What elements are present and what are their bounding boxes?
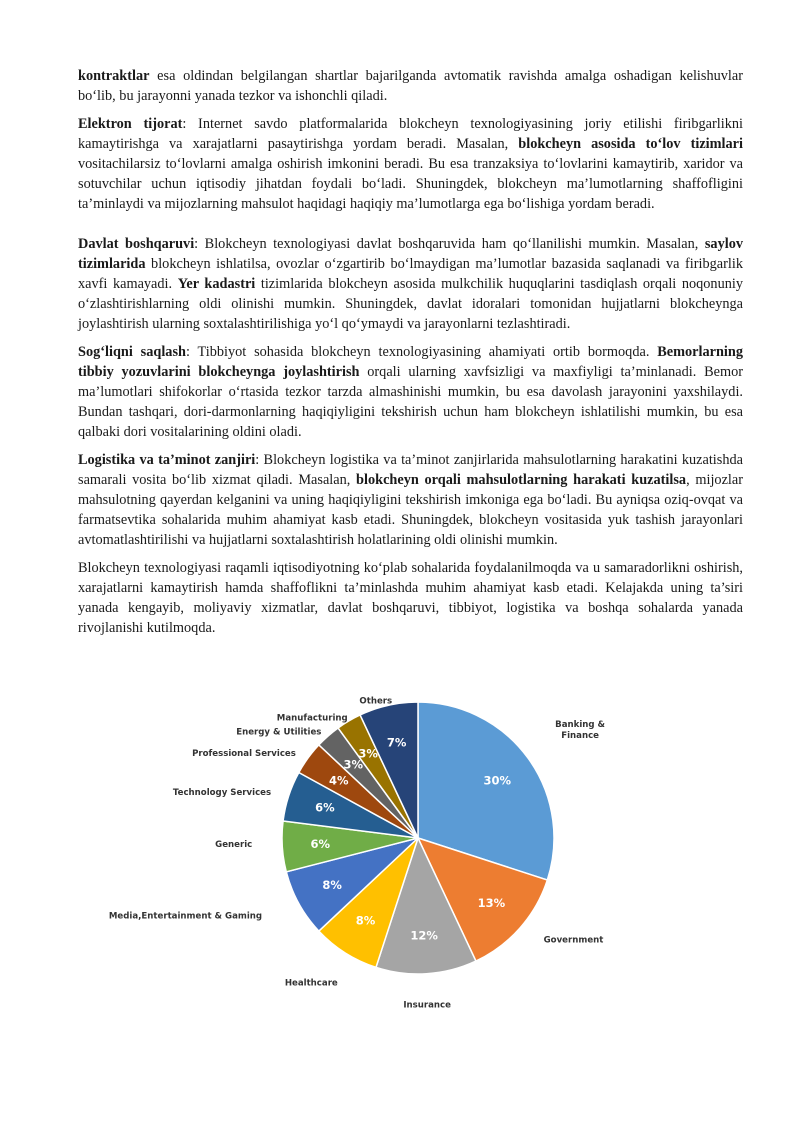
slice-percent-label: 8% (322, 878, 342, 893)
bold-text: blokcheyn asosida to‘lov tizimlari (518, 136, 744, 152)
text-run: tizimlarida blokcheyn asosida mulkchilik huquqlarini tasdiqlash orqali noqonuniy o‘zlashtirishlarning oldi olinishi mumkin. Shuningdek, davlat idoralari tomonidan hujjatlarni blokcheynga joylashtirish ularning soxtalashtirilishiga yo‘l qo‘ymaydi va jarayonlarni tezlashtiradi. (78, 276, 743, 332)
slice-category-label: Government (543, 935, 604, 946)
slice-category-label: Professional Services (192, 749, 296, 760)
bold-text: Bemorlarning tibbiy yozuvlarini blokcheynga joylashtirish (78, 344, 743, 380)
paragraph (78, 234, 743, 334)
text-run: : Tibbiyot sohasida blokcheyn texnologiyasining ahamiyati ortib bormoqda. (185, 344, 658, 360)
slice-category-label: Banking & Finance (555, 720, 606, 742)
slice-percent-label: 6% (315, 800, 335, 815)
text-run: blokcheyn ishlatilsa, ovozlar o‘zgartirib bo‘lmaydigan ma’lumotlar bazasida saqlanadi va firibgarlik xavfi kamayadi. (78, 256, 743, 292)
bold-text: Yer kadastri (177, 276, 256, 292)
paragraph (78, 450, 743, 550)
bold-text: Sog‘liqni saqlash (78, 344, 186, 360)
text-run: : Blokcheyn logistika va ta’minot zanjirlarida mahsulotlarning harakatini kuzatishda samarali vosita bo‘lib xizmat qiladi. Masalan, (78, 452, 743, 488)
text-run: : Blokcheyn texnologiyasi davlat boshqaruvida ham qo‘llanilishi mumkin. Masalan, (194, 236, 705, 252)
text-run: orqali ularning xavfsizligi va maxfiyligi ta’minlanadi. Bemor ma’lumotlari shifokorlar o‘rtasida tezkor tarzda almashinishi mumkin, bu esa davolash jarayonini yaxshilaydi. Bundan tashqari, dori-darmonlarning haqiqiyligini tekshirish uchun ham blokcheyn ishlatilishi mumkin, bu esa qalbaki dori vositalarining oldini oladi. (78, 364, 744, 440)
slice-category-label: Energy & Utilities (236, 727, 322, 738)
paragraph (78, 558, 743, 638)
slice-percent-label: 6% (310, 837, 331, 852)
paragraph (78, 114, 743, 214)
slice-category-label: Technology Services (172, 787, 272, 798)
text-run: , mijozlar mahsulotning qayerdan kelganini va uning haqiqiyligini tekshirish imkoniga ega bo‘ladi. Bu ayniqsa oziq-ovqat va farmatsevtika sohalarida muhim ahamiyat kasb etadi. Shuningdek, blokcheyn vositasida yuk tashish jarayonlari avtomatlashtirilishi va hujjatlarni soxtalashtirish holatlarining oldi olinishi mumkin. (78, 472, 744, 548)
slice-category-label: Manufacturing (276, 713, 348, 724)
slice-percent-label: 4% (329, 773, 349, 788)
text-run: esa oldindan belgilangan shartlar bajarilganda avtomatik ravishda amalga oshadigan kelishuvlar bo‘lib, bu jarayonni yanada tezkor va ishonchli qiladi. (78, 68, 743, 104)
text-run: : Internet savdo platformalarida blokcheyn texnologiyasining joriy etilishi firibgarlikni kamaytirishga va xarajatlarni pasaytirishga yordam beradi. Masalan, (78, 116, 743, 152)
body-text (78, 66, 743, 646)
paragraph (78, 66, 743, 106)
slice-percent-label: 13% (477, 895, 506, 910)
slice-percent-label: 12% (410, 928, 438, 943)
bold-text: Elektron tijorat (78, 116, 183, 132)
slice-percent-label: 7% (386, 735, 407, 750)
paragraph (78, 342, 743, 442)
slice-percent-label: 8% (355, 913, 376, 928)
text-run: vositachilarsiz to‘lovlarni amalga oshirish imkonini beradi. Bu esa tranzaksiya to‘lovlarini kamaytirib, xaridor va sotuvchilar uchun iqtisodiy jihatdan foydali bo‘ladi. Shuningdek, blokcheyn ma’lumotlarning shaffofligini ta’minlaydi va mijozlarning mahsulot haqidagi haqiqiy ma’lumotlarga ega bo‘lishiga yordam beradi. (78, 156, 743, 212)
slice-category-label: Others (359, 696, 393, 707)
bold-text: Logistika va ta’minot zanjiri (78, 452, 256, 468)
slice-category-label: Insurance (403, 1000, 451, 1011)
slice-category-label: Media,Entertainment & Gaming (108, 911, 263, 922)
pie-chart-svg (108, 690, 606, 1011)
pie-chart (108, 690, 606, 1011)
bold-text: blokcheyn orqali mahsulotlarning harakati kuzatilsa (356, 472, 687, 488)
slice-percent-label: 30% (483, 773, 511, 788)
slice-percent-label: 3% (343, 757, 364, 772)
slice-percent-label: 3% (358, 746, 378, 761)
bold-text: kontraktlar (78, 68, 150, 84)
text-run: Blokcheyn texnologiyasi raqamli iqtisodiyotning ko‘plab sohalarida foydalanilmoqda va u samaradorlikni oshirish, xarajatlarni kamaytirish hamda shaffoflikni ta’minlashda muhim ahamiyat kasb etadi. Kelajakda uning ta’siri yanada kengayib, moliyaviy xizmatlar, davlat boshqaruvi, tibbiyot, logistika va boshqa sohalarda yanada rivojlanishi kutilmoqda. (78, 560, 743, 636)
slice-category-label: Healthcare (284, 978, 338, 989)
bold-text: saylov tizimlarida (78, 236, 743, 272)
bold-text: Davlat boshqaruvi (78, 236, 195, 252)
slice-category-label: Generic (215, 840, 253, 851)
